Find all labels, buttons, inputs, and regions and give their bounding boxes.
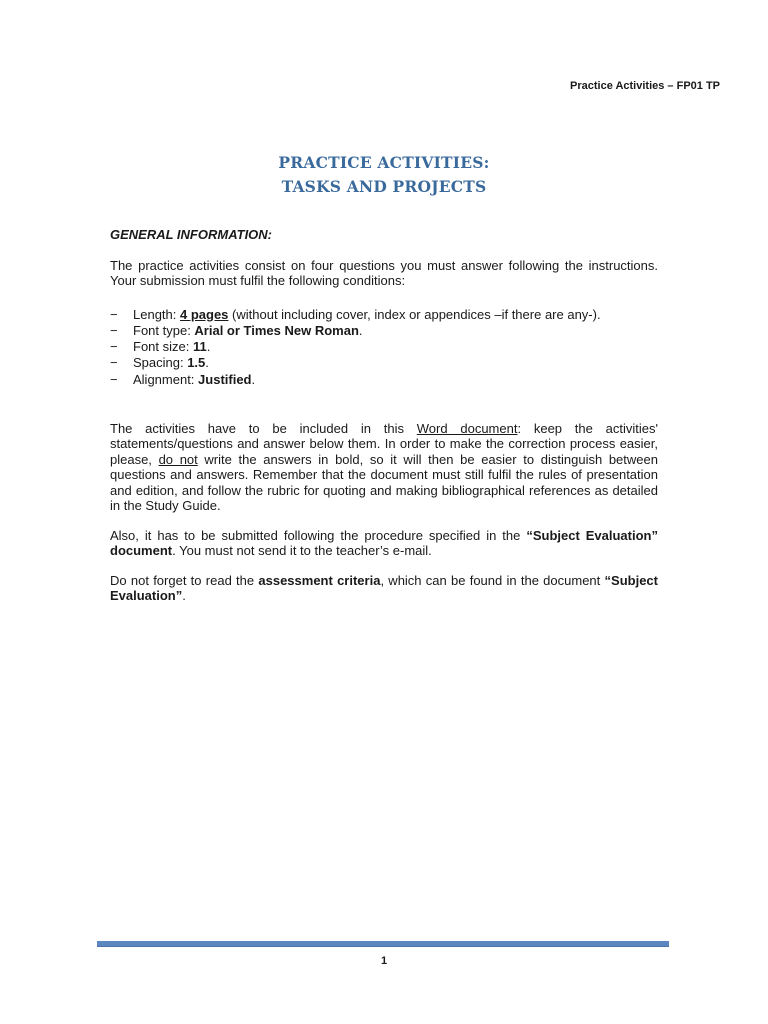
criteria-paragraph	[110, 573, 658, 604]
condition-label: Alignment:	[133, 371, 199, 387]
dash-bullet: −	[110, 339, 118, 355]
text-run: Do not forget to read the	[110, 572, 259, 588]
condition-label: Font size:	[133, 339, 193, 355]
condition-item	[110, 307, 658, 323]
condition-item	[110, 323, 658, 339]
title-line-1: PRACTICE ACTIVITIES:	[278, 153, 490, 172]
text-run: .	[182, 588, 186, 604]
condition-value: Arial or Times New Roman	[194, 322, 359, 338]
text-run: Also, it has to be submitted following the procedure specified in the	[110, 527, 527, 543]
text-run: . You must not send it to the teacher’s e-mail.	[172, 543, 432, 559]
page-number: 1	[380, 955, 388, 967]
condition-label: Length:	[133, 306, 180, 322]
subject-evaluation-ref: “Subject Evaluation”	[110, 572, 658, 604]
intro-paragraph: The practice activities consist on four questions you must answer following the instructions. Your submission must fulfil the following conditions:	[110, 257, 658, 288]
condition-value: Justified	[198, 371, 252, 387]
running-header: Practice Activities – FP01 TP	[570, 80, 720, 92]
condition-item	[110, 372, 658, 388]
activities-paragraph	[110, 421, 658, 514]
submission-paragraph	[110, 528, 658, 559]
condition-value: 1.5	[187, 355, 206, 371]
condition-value: 11	[192, 339, 207, 355]
assessment-criteria: assessment criteria	[258, 572, 381, 588]
do-not-emphasis: do not	[158, 451, 198, 467]
word-document-link: Word document	[416, 420, 518, 436]
text-run: The activities have to be included in this	[110, 420, 417, 436]
condition-label: Font type:	[133, 322, 195, 338]
subject-evaluation-doc: “Subject Evaluation” document	[110, 527, 658, 559]
condition-item	[110, 339, 658, 355]
footer-divider	[97, 941, 669, 947]
document-title	[0, 151, 768, 199]
text-run: : keep the activities' statements/questions and answer below them. In order to make the correction process easier, please,	[110, 420, 658, 467]
section-heading: GENERAL INFORMATION:	[110, 227, 273, 242]
condition-item	[110, 355, 658, 371]
dash-bullet: −	[110, 322, 118, 338]
condition-value: 4 pages	[180, 306, 229, 322]
main-content	[110, 227, 658, 604]
dash-bullet: −	[110, 371, 118, 387]
dash-bullet: −	[110, 355, 118, 371]
condition-rest: .	[358, 322, 363, 338]
condition-rest: .	[206, 339, 211, 355]
text-run: , which can be found in the document	[380, 572, 605, 588]
conditions-list	[110, 307, 658, 388]
condition-label: Spacing:	[133, 355, 188, 371]
title-line-2: TASKS AND PROJECTS	[281, 177, 487, 196]
condition-rest: .	[251, 371, 256, 387]
text-run: write the answers in bold, so it will then be easier to distinguish between questions and answers. Remember that the document must still fulfil the rules of presentation and edition, and follow the rubric for quoting and making bibliographical references as detailed in the Study Guide.	[110, 451, 658, 514]
dash-bullet: −	[110, 306, 118, 322]
condition-rest: (without including cover, index or appendices –if there are any-).	[228, 306, 601, 322]
condition-rest: .	[205, 355, 209, 371]
